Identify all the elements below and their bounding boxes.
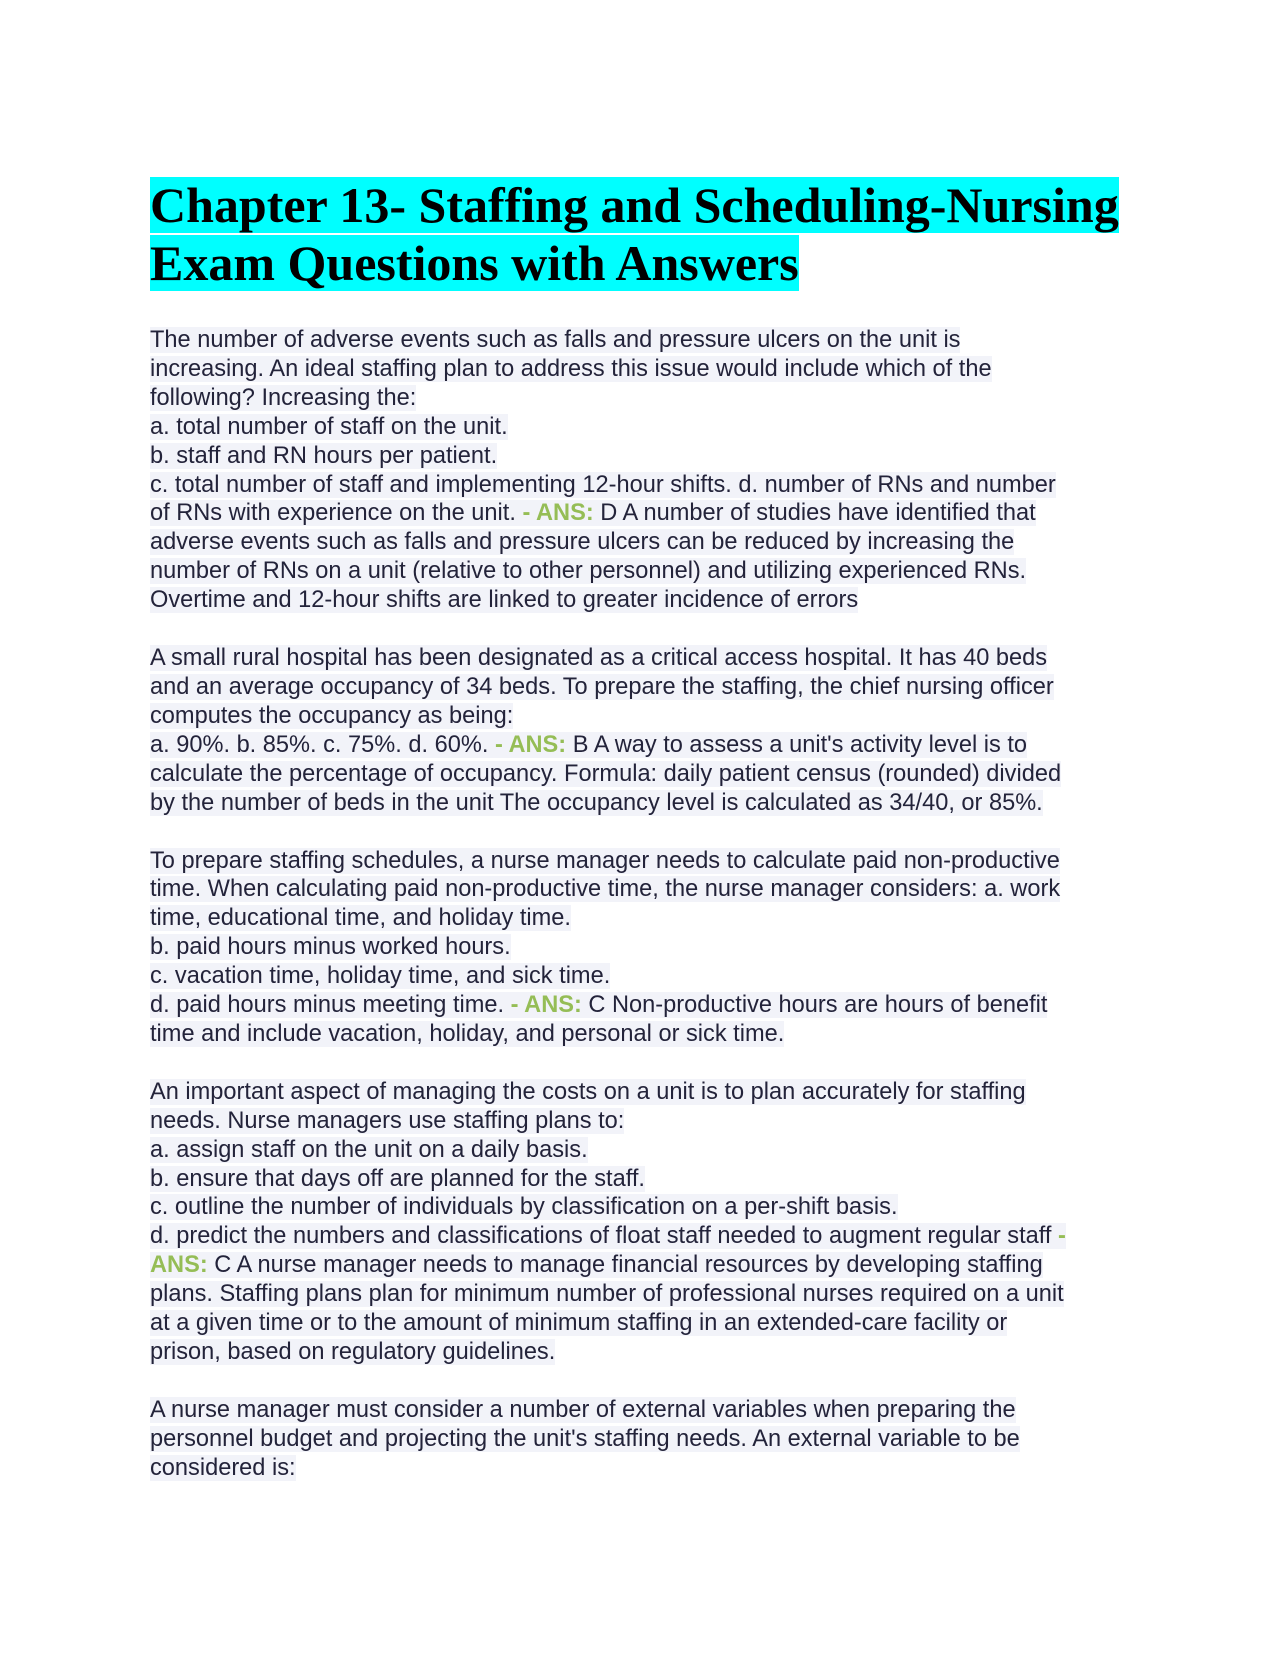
option-line: d. predict the numbers and classifications of float staff needed to augment regular staff: [150, 1223, 1059, 1250]
answer-text-line: number of RNs on a unit (relative to other personnel) and utilizing experienced RNs.: [150, 558, 1027, 585]
answer-marker-label: ANS:: [150, 1252, 208, 1279]
title-line-1: Chapter 13- Staffing and Scheduling-Nursing: [150, 177, 1119, 233]
option-line: d. paid hours minus meeting time.: [150, 992, 511, 1019]
answer-text-line: adverse events such as falls and pressure ulcers can be reduced by increasing the: [150, 529, 1015, 556]
answer-marker: - ANS:: [494, 731, 567, 758]
question-text-line: A nurse manager must consider a number of external variables when preparing the: [150, 1396, 1016, 1423]
question-text-line: computes the occupancy as being:: [150, 702, 514, 729]
document-title: [150, 176, 1130, 292]
question-block-1: [150, 326, 1130, 615]
question-text-line: personnel budget and projecting the unit's staffing needs. An external variable to be: [150, 1425, 1020, 1452]
option-line: b. ensure that days off are planned for the staff.: [150, 1165, 645, 1192]
option-line: of RNs with experience on the unit.: [150, 500, 523, 527]
question-block-3: [150, 847, 1130, 1049]
question-text-line: time. When calculating paid non-productive time, the nurse manager considers: a. work: [150, 876, 1061, 903]
option-line: a. 90%. b. 85%. c. 75%. d. 60%.: [150, 731, 495, 758]
option-line: c. total number of staff and implementing 12-hour shifts. d. number of RNs and number: [150, 471, 1056, 498]
option-line: time, educational time, and holiday time.: [150, 905, 571, 932]
question-text-line: and an average occupancy of 34 beds. To prepare the staffing, the chief nursing officer: [150, 673, 1054, 700]
option-line: c. outline the number of individuals by classification on a per-shift basis.: [150, 1194, 898, 1221]
question-block-2: [150, 644, 1130, 817]
answer-text-line: D A number of studies have identified that: [593, 500, 1036, 527]
answer-marker-dash: -: [1058, 1223, 1066, 1250]
answer-text-line: calculate the percentage of occupancy. Formula: daily patient census (rounded) divided: [150, 760, 1062, 787]
question-block-5: [150, 1396, 1130, 1483]
option-line: b. staff and RN hours per patient.: [150, 442, 498, 469]
answer-marker: - ANS:: [522, 500, 594, 527]
document-page: [150, 176, 1130, 1512]
answer-text-line: prison, based on regulatory guidelines.: [150, 1339, 556, 1365]
question-text-line: considered is:: [150, 1454, 296, 1481]
answer-text-line: plans. Staffing plans plan for minimum number of professional nurses required on a unit: [150, 1281, 1064, 1308]
answer-text-line: time and include vacation, holiday, and personal or sick time.: [150, 1020, 785, 1047]
answer-text-line: C Non-productive hours are hours of benefit: [581, 992, 1048, 1019]
title-line-2: Exam Questions with Answers: [150, 235, 799, 291]
question-text-line: The number of adverse events such as falls and pressure ulcers on the unit is: [150, 327, 961, 353]
answer-text-line: at a given time or to the amount of minimum staffing in an extended-care facility or: [150, 1310, 1008, 1337]
question-text-line: An important aspect of managing the costs on a unit is to plan accurately for staffing: [150, 1078, 1026, 1105]
answer-text-line: Overtime and 12-hour shifts are linked to greater incidence of errors: [150, 587, 859, 614]
question-block-4: [150, 1078, 1130, 1367]
question-text-line: following? Increasing the:: [150, 384, 417, 411]
question-text-line: To prepare staffing schedules, a nurse manager needs to calculate paid non-productive: [150, 847, 1060, 874]
answer-marker: - ANS:: [510, 992, 582, 1019]
option-line: a. assign staff on the unit on a daily basis.: [150, 1136, 588, 1163]
question-text-line: increasing. An ideal staffing plan to address this issue would include which of the: [150, 355, 992, 382]
question-text-line: A small rural hospital has been designated as a critical access hospital. It has 40 beds: [150, 645, 1048, 672]
question-text-line: needs. Nurse managers use staffing plans to:: [150, 1107, 625, 1134]
answer-text-line: by the number of beds in the unit The occupancy level is calculated as 34/40, or 85%.: [150, 789, 1043, 816]
option-line: c. vacation time, holiday time, and sick time.: [150, 963, 611, 990]
option-line: b. paid hours minus worked hours.: [150, 934, 511, 961]
answer-text-line: C A nurse manager needs to manage financial resources by developing staffing: [207, 1252, 1043, 1279]
answer-text-line: B A way to assess a unit's activity level is to: [566, 731, 1028, 758]
option-line: a. total number of staff on the unit.: [150, 413, 508, 440]
